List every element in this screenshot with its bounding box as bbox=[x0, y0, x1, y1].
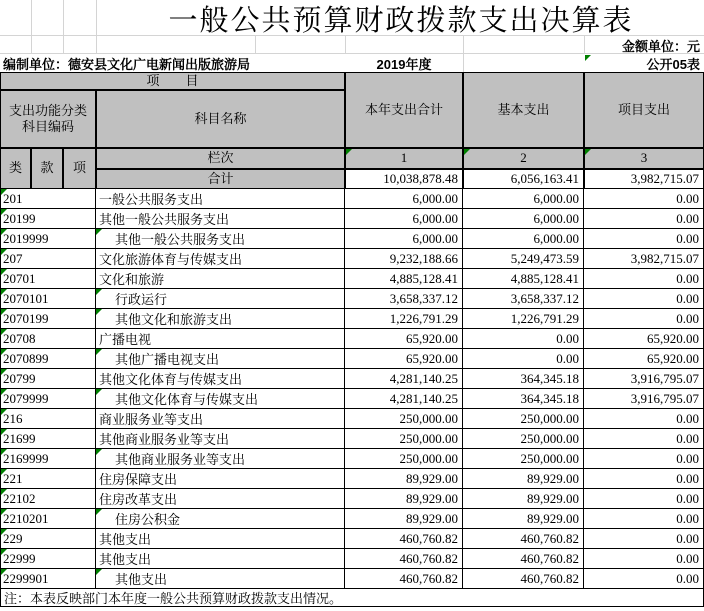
page-title: 一般公共预算财政拨款支出决算表 bbox=[168, 4, 634, 37]
row-name: 住房保障支出 bbox=[99, 472, 178, 487]
table-note: 注：本表反映部门本年度一般公共预算财政拨款支出情况。 bbox=[0, 588, 704, 607]
row-code: 2210201 bbox=[3, 510, 49, 526]
table-row bbox=[0, 369, 704, 389]
table-row bbox=[0, 229, 704, 249]
header-project-col: 项目支出 bbox=[584, 72, 704, 148]
row-total-cell: 89,929.00 bbox=[345, 469, 463, 489]
row-total-cell: 6,000.00 bbox=[345, 209, 463, 229]
row-total-cell: 460,760.82 bbox=[345, 569, 463, 589]
row-name: 商业服务业等支出 bbox=[99, 412, 204, 427]
row-name-cell bbox=[96, 569, 345, 589]
row-basic-cell: 3,658,337.12 bbox=[463, 289, 584, 309]
row-name-cell bbox=[96, 269, 345, 289]
row-code-cell bbox=[0, 389, 96, 409]
table-row bbox=[0, 489, 704, 509]
row-project-cell: 0.00 bbox=[584, 449, 704, 469]
row-project-cell: 0.00 bbox=[584, 489, 704, 509]
row-project-cell: 3,982,715.07 bbox=[584, 249, 704, 269]
row-name: 行政运行 bbox=[115, 292, 168, 307]
row-project-cell: 0.00 bbox=[584, 189, 704, 209]
row-total-cell: 4,885,128.41 bbox=[345, 269, 463, 289]
table-row bbox=[0, 309, 704, 329]
row-project-cell: 0.00 bbox=[584, 469, 704, 489]
row-code: 2079999 bbox=[3, 390, 49, 406]
total-row-col2: 6,056,163.41 bbox=[463, 169, 584, 189]
row-basic-cell: 6,000.00 bbox=[463, 209, 584, 229]
cell-flag-triangle-icon bbox=[96, 289, 102, 295]
row-code-cell bbox=[0, 429, 96, 449]
row-code-cell bbox=[0, 569, 96, 589]
row-project-cell: 65,920.00 bbox=[584, 329, 704, 349]
row-project-cell: 0.00 bbox=[584, 269, 704, 289]
row-basic-cell: 6,000.00 bbox=[463, 189, 584, 209]
row-name-cell bbox=[96, 529, 345, 549]
table-row bbox=[0, 529, 704, 549]
row-name: 其他商业服务业等支出 bbox=[115, 452, 246, 467]
table-row bbox=[0, 189, 704, 209]
table-row bbox=[0, 389, 704, 409]
header-total-col: 本年支出合计 bbox=[345, 72, 463, 148]
row-name-cell bbox=[96, 189, 345, 209]
row-code: 2070899 bbox=[3, 350, 49, 366]
row-name-cell bbox=[96, 229, 345, 249]
row-code-cell bbox=[0, 249, 96, 269]
row-name-cell bbox=[96, 489, 345, 509]
table-row bbox=[0, 549, 704, 569]
row-total-cell: 89,929.00 bbox=[345, 489, 463, 509]
header-section: 款 bbox=[31, 148, 63, 189]
row-code: 2070101 bbox=[3, 290, 49, 306]
gridline bbox=[31, 0, 32, 54]
table-row bbox=[0, 209, 704, 229]
row-name-cell bbox=[96, 549, 345, 569]
table-row bbox=[0, 329, 704, 349]
row-name-cell bbox=[96, 349, 345, 369]
cell-flag-triangle-icon bbox=[1, 529, 7, 535]
gridline bbox=[63, 0, 64, 54]
cell-flag-triangle-icon bbox=[96, 389, 102, 395]
row-code: 2070199 bbox=[3, 310, 49, 326]
total-row-col1: 10,038,878.48 bbox=[345, 169, 463, 189]
row-code: 216 bbox=[3, 410, 23, 426]
table-row bbox=[0, 349, 704, 369]
header-subject-name: 科目名称 bbox=[96, 90, 345, 148]
row-name: 其他文化体育与传媒支出 bbox=[115, 392, 259, 407]
row-basic-cell: 89,929.00 bbox=[463, 469, 584, 489]
row-code-cell bbox=[0, 509, 96, 529]
sheet-number-label: 公开05表 bbox=[646, 56, 700, 72]
cell-flag-triangle-icon bbox=[346, 149, 352, 155]
cell-flag-triangle-icon bbox=[1, 389, 7, 395]
row-name: 广播电视 bbox=[99, 332, 152, 347]
row-total-cell: 250,000.00 bbox=[345, 409, 463, 429]
row-basic-cell: 364,345.18 bbox=[463, 369, 584, 389]
header-code-group-line1: 支出功能分类 bbox=[8, 102, 87, 118]
row-code: 22102 bbox=[3, 490, 36, 506]
row-code-cell bbox=[0, 469, 96, 489]
row-project-cell: 65,920.00 bbox=[584, 349, 704, 369]
row-code-cell bbox=[0, 309, 96, 329]
row-name: 其他广播电视支出 bbox=[115, 352, 220, 367]
row-basic-cell: 250,000.00 bbox=[463, 449, 584, 469]
colnum-3-value: 3 bbox=[640, 150, 648, 166]
row-code-cell bbox=[0, 369, 96, 389]
row-code: 221 bbox=[3, 470, 23, 486]
cell-flag-triangle-icon bbox=[1, 369, 7, 375]
row-code: 21699 bbox=[3, 430, 36, 446]
row-name-cell bbox=[96, 429, 345, 449]
cell-flag-triangle-icon bbox=[1, 209, 7, 215]
row-total-cell: 1,226,791.29 bbox=[345, 309, 463, 329]
row-basic-cell: 364,345.18 bbox=[463, 389, 584, 409]
cell-flag-triangle-icon bbox=[1, 249, 7, 255]
gridline bbox=[255, 36, 256, 54]
row-code-cell bbox=[0, 529, 96, 549]
row-project-cell: 0.00 bbox=[584, 509, 704, 529]
row-project-cell: 3,916,795.07 bbox=[584, 369, 704, 389]
row-name: 其他文化体育与传媒支出 bbox=[99, 372, 243, 387]
header-code-group bbox=[0, 90, 96, 148]
row-basic-cell: 0.00 bbox=[463, 329, 584, 349]
row-project-cell: 0.00 bbox=[584, 529, 704, 549]
header-rank-label: 栏次 bbox=[96, 148, 345, 169]
row-project-cell: 0.00 bbox=[584, 209, 704, 229]
row-basic-cell: 6,000.00 bbox=[463, 229, 584, 249]
row-name-cell bbox=[96, 309, 345, 329]
row-code: 22999 bbox=[3, 550, 36, 566]
cell-flag-triangle-icon bbox=[1, 549, 7, 555]
header-colnum-2 bbox=[463, 148, 584, 169]
row-name-cell bbox=[96, 449, 345, 469]
prepared-by-label: 编制单位：德安县文化广电新闻出版旅游局 bbox=[3, 56, 251, 72]
row-code: 20708 bbox=[3, 330, 36, 346]
row-total-cell: 89,929.00 bbox=[345, 509, 463, 529]
table-row bbox=[0, 409, 704, 429]
cell-flag-triangle-icon bbox=[585, 55, 591, 61]
cell-flag-triangle-icon bbox=[1, 469, 7, 475]
row-total-cell: 3,658,337.12 bbox=[345, 289, 463, 309]
header-colnum-3 bbox=[584, 148, 704, 169]
row-code: 2169999 bbox=[3, 450, 49, 466]
row-name: 文化旅游体育与传媒支出 bbox=[99, 252, 243, 267]
row-basic-cell: 89,929.00 bbox=[463, 509, 584, 529]
table-row bbox=[0, 289, 704, 309]
row-code-cell bbox=[0, 329, 96, 349]
cell-flag-triangle-icon bbox=[1, 349, 7, 355]
row-basic-cell: 5,249,473.59 bbox=[463, 249, 584, 269]
row-name-cell bbox=[96, 249, 345, 269]
table-row bbox=[0, 509, 704, 529]
cell-flag-triangle-icon bbox=[96, 229, 102, 235]
row-name: 其他一般公共服务支出 bbox=[115, 232, 246, 247]
row-total-cell: 460,760.82 bbox=[345, 529, 463, 549]
row-basic-cell: 0.00 bbox=[463, 349, 584, 369]
fiscal-year-label: 2019年度 bbox=[376, 56, 432, 72]
cell-flag-triangle-icon bbox=[1, 449, 7, 455]
row-code-cell bbox=[0, 409, 96, 429]
row-basic-cell: 4,885,128.41 bbox=[463, 269, 584, 289]
row-name: 其他支出 bbox=[99, 532, 152, 547]
row-basic-cell: 250,000.00 bbox=[463, 429, 584, 449]
table-row bbox=[0, 429, 704, 449]
row-code-cell bbox=[0, 449, 96, 469]
row-code: 2019999 bbox=[3, 230, 49, 246]
cell-flag-triangle-icon bbox=[1, 329, 7, 335]
row-basic-cell: 1,226,791.29 bbox=[463, 309, 584, 329]
table-row bbox=[0, 469, 704, 489]
table-body bbox=[0, 189, 704, 588]
total-row-col3: 3,982,715.07 bbox=[584, 169, 704, 189]
row-code: 2299901 bbox=[3, 570, 49, 586]
row-code: 20799 bbox=[3, 370, 36, 386]
row-total-cell: 6,000.00 bbox=[345, 189, 463, 209]
row-name: 住房改革支出 bbox=[99, 492, 178, 507]
row-basic-cell: 89,929.00 bbox=[463, 489, 584, 509]
row-project-cell: 0.00 bbox=[584, 229, 704, 249]
row-name-cell bbox=[96, 289, 345, 309]
row-total-cell: 460,760.82 bbox=[345, 549, 463, 569]
row-name-cell bbox=[96, 209, 345, 229]
row-project-cell: 0.00 bbox=[584, 569, 704, 589]
row-name-cell bbox=[96, 389, 345, 409]
row-project-cell: 0.00 bbox=[584, 549, 704, 569]
cell-flag-triangle-icon bbox=[1, 229, 7, 235]
header-code-group-line2: 科目编码 bbox=[21, 119, 74, 134]
row-code-cell bbox=[0, 289, 96, 309]
row-total-cell: 9,232,188.66 bbox=[345, 249, 463, 269]
row-project-cell: 3,916,795.07 bbox=[584, 389, 704, 409]
row-name: 其他商业服务业等支出 bbox=[99, 432, 230, 447]
row-basic-cell: 250,000.00 bbox=[463, 409, 584, 429]
row-basic-cell: 460,760.82 bbox=[463, 569, 584, 589]
row-code-cell bbox=[0, 189, 96, 209]
cell-flag-triangle-icon bbox=[96, 449, 102, 455]
cell-flag-triangle-icon bbox=[96, 569, 102, 575]
row-project-cell: 0.00 bbox=[584, 289, 704, 309]
table-row bbox=[0, 269, 704, 289]
row-code: 229 bbox=[3, 530, 23, 546]
row-total-cell: 65,920.00 bbox=[345, 349, 463, 369]
header-item: 项 bbox=[63, 148, 96, 189]
row-code: 207 bbox=[3, 250, 23, 266]
cell-flag-triangle-icon bbox=[464, 149, 470, 155]
row-total-cell: 6,000.00 bbox=[345, 229, 463, 249]
cell-flag-triangle-icon bbox=[96, 309, 102, 315]
header-basic-col: 基本支出 bbox=[463, 72, 584, 148]
row-name: 其他支出 bbox=[115, 572, 168, 587]
row-project-cell: 0.00 bbox=[584, 309, 704, 329]
row-project-cell: 0.00 bbox=[584, 429, 704, 449]
row-name-cell bbox=[96, 509, 345, 529]
row-name-cell bbox=[96, 409, 345, 429]
row-name-cell bbox=[96, 469, 345, 489]
row-name: 文化和旅游 bbox=[99, 272, 165, 287]
cell-flag-triangle-icon bbox=[96, 509, 102, 515]
row-code-cell bbox=[0, 209, 96, 229]
row-name-cell bbox=[96, 369, 345, 389]
table-row bbox=[0, 449, 704, 469]
row-total-cell: 250,000.00 bbox=[345, 429, 463, 449]
row-basic-cell: 460,760.82 bbox=[463, 529, 584, 549]
cell-flag-triangle-icon bbox=[96, 349, 102, 355]
header-project: 项 目 bbox=[0, 72, 345, 90]
row-basic-cell: 460,760.82 bbox=[463, 549, 584, 569]
row-code-cell bbox=[0, 349, 96, 369]
cell-flag-triangle-icon bbox=[1, 409, 7, 415]
row-total-cell: 65,920.00 bbox=[345, 329, 463, 349]
row-code: 20701 bbox=[3, 270, 36, 286]
row-name: 其他一般公共服务支出 bbox=[99, 212, 230, 227]
header-class: 类 bbox=[0, 148, 31, 189]
row-name: 住房公积金 bbox=[115, 512, 181, 527]
cell-flag-triangle-icon bbox=[1, 269, 7, 275]
colnum-1-value: 1 bbox=[400, 150, 408, 166]
header-colnum-1 bbox=[345, 148, 463, 169]
cell-flag-triangle-icon bbox=[1, 429, 7, 435]
cell-flag-triangle-icon bbox=[1, 509, 7, 515]
cell-flag-triangle-icon bbox=[585, 149, 591, 155]
table-row bbox=[0, 569, 704, 589]
table-row bbox=[0, 249, 704, 269]
row-code-cell bbox=[0, 489, 96, 509]
row-project-cell: 0.00 bbox=[584, 409, 704, 429]
row-name: 其他文化和旅游支出 bbox=[115, 312, 233, 327]
row-code-cell bbox=[0, 229, 96, 249]
cell-flag-triangle-icon bbox=[1, 569, 7, 575]
gridline bbox=[96, 0, 97, 54]
row-total-cell: 250,000.00 bbox=[345, 449, 463, 469]
cell-flag-triangle-icon bbox=[1, 189, 7, 195]
row-name: 其他支出 bbox=[99, 552, 152, 567]
row-code: 201 bbox=[3, 190, 23, 206]
row-total-cell: 4,281,140.25 bbox=[345, 389, 463, 409]
cell-flag-triangle-icon bbox=[1, 309, 7, 315]
total-row-label: 合计 bbox=[96, 169, 345, 189]
row-code-cell bbox=[0, 269, 96, 289]
row-code-cell bbox=[0, 549, 96, 569]
amount-unit-label: 金额单位：元 bbox=[621, 38, 700, 54]
row-name: 一般公共服务支出 bbox=[99, 192, 204, 207]
row-code: 20199 bbox=[3, 210, 36, 226]
colnum-2-value: 2 bbox=[520, 150, 527, 166]
cell-flag-triangle-icon bbox=[1, 289, 7, 295]
row-name-cell bbox=[96, 329, 345, 349]
row-total-cell: 4,281,140.25 bbox=[345, 369, 463, 389]
cell-flag-triangle-icon bbox=[1, 489, 7, 495]
